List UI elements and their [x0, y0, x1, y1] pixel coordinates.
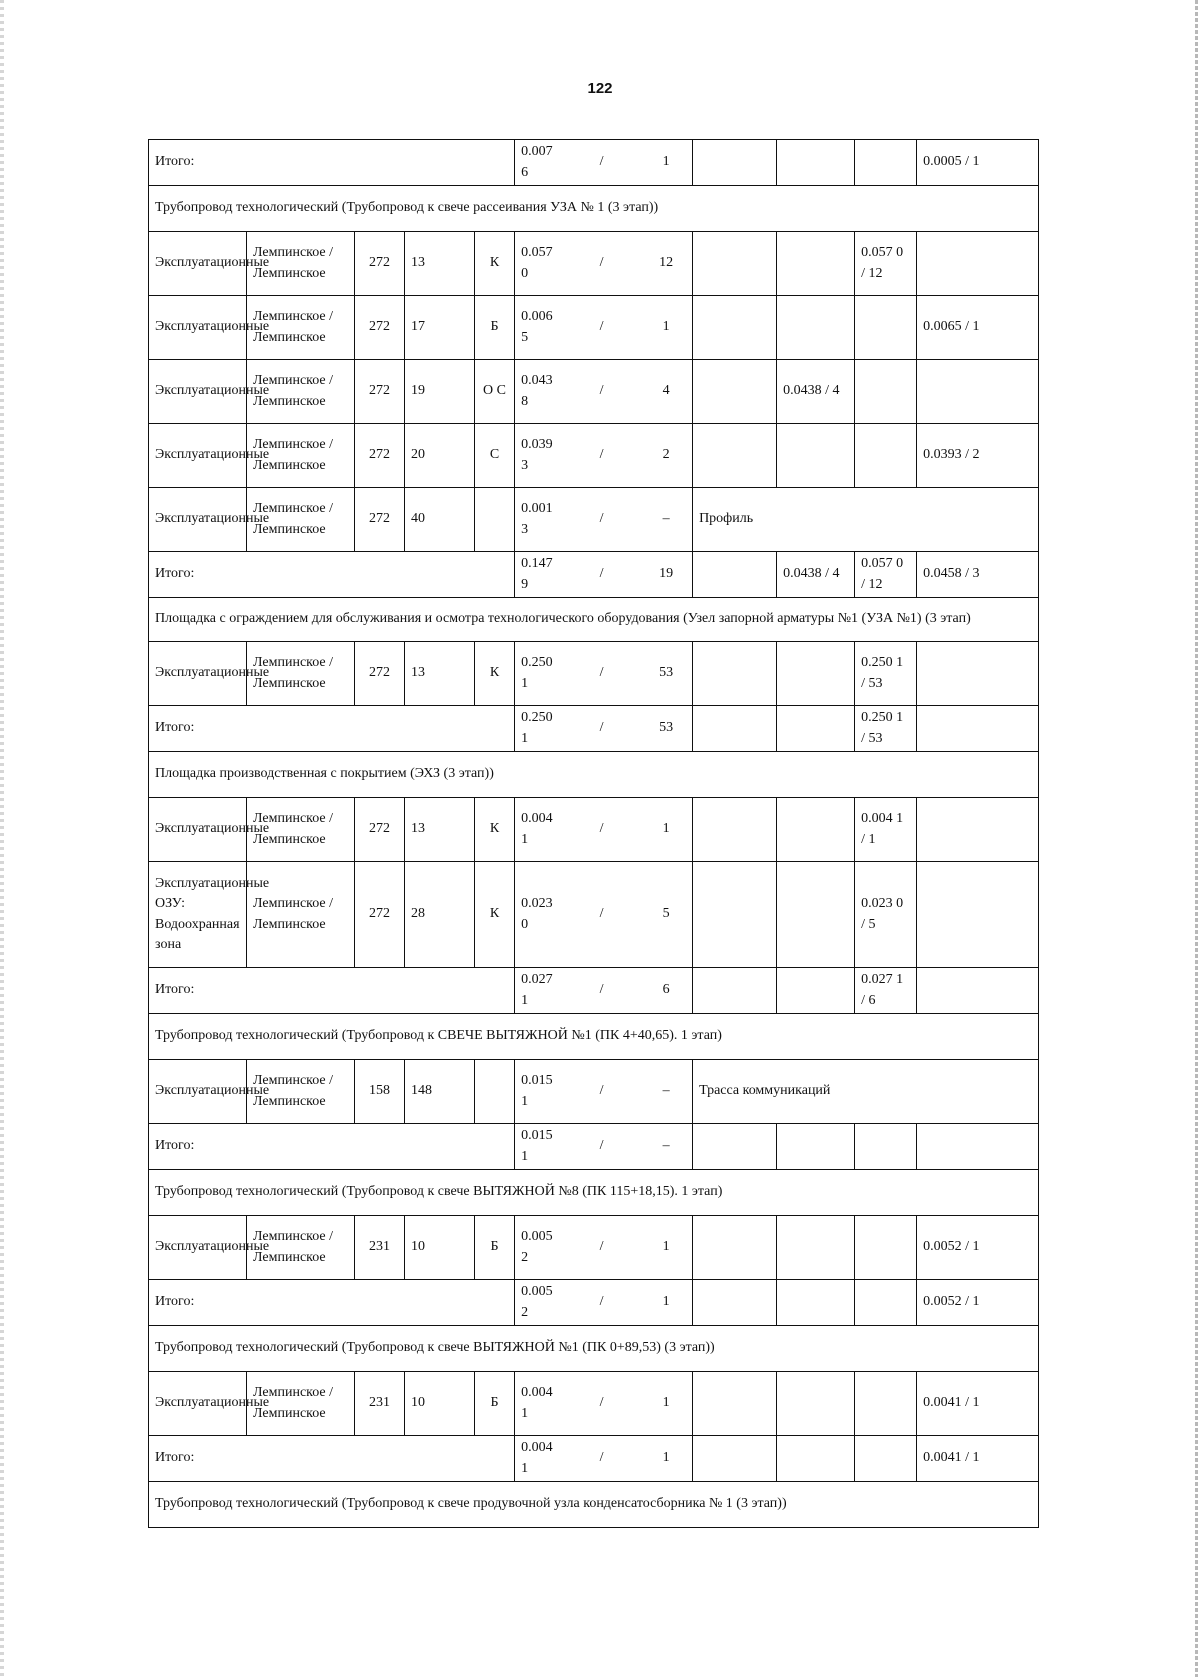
- area-count-cell: [515, 1216, 693, 1280]
- slash-separator: /: [599, 1083, 604, 1099]
- area-count: [521, 371, 686, 412]
- cell-col9: [855, 1124, 917, 1170]
- total-row: [149, 968, 1039, 1014]
- cell-col9: [855, 1436, 917, 1482]
- area-count: [521, 970, 686, 1011]
- plot-count: –: [662, 1083, 670, 1099]
- cell-col10: 0.0041 / 1: [917, 1372, 1039, 1436]
- area-value: [521, 1282, 557, 1323]
- area-value-part2: 0: [521, 916, 529, 932]
- page-number: 122: [587, 80, 613, 97]
- area-value-part1: 0.015: [521, 1128, 553, 1144]
- cell-col9: 0.004 1 / 1: [855, 798, 917, 862]
- area-count: [521, 809, 686, 850]
- total-label: Итого:: [149, 706, 515, 752]
- location-cell: Лемпинское / Лемпинское: [247, 296, 355, 360]
- plot-count: 5: [662, 906, 670, 922]
- cell-col7: [693, 642, 777, 706]
- quarter-cell: 272: [355, 488, 405, 552]
- cell-col9: 0.057 0 / 12: [855, 552, 917, 598]
- area-value-part1: 0.057: [521, 245, 553, 261]
- area-count-cell: [515, 642, 693, 706]
- slash-separator: /: [599, 1239, 604, 1255]
- area-count-cell: [515, 1372, 693, 1436]
- category-cell: Эксплуатационные: [149, 1372, 247, 1436]
- data-row: [149, 296, 1039, 360]
- slash-separator: /: [599, 566, 604, 582]
- cell-col8: [777, 1436, 855, 1482]
- cell-col7: [693, 1436, 777, 1482]
- cell-col8: [777, 1280, 855, 1326]
- area-value-part2: 0: [521, 265, 529, 281]
- cell-col8: [777, 424, 855, 488]
- area-value-part2: 6: [521, 164, 529, 180]
- section-header-row: [149, 598, 1039, 642]
- data-row: [149, 1372, 1039, 1436]
- data-row: [149, 862, 1039, 968]
- area-count-cell: [515, 140, 693, 186]
- area-count-cell: [515, 296, 693, 360]
- cell-col9: 0.057 0 / 12: [855, 232, 917, 296]
- cell-col10: [917, 706, 1039, 752]
- plot-cell: 20: [405, 424, 475, 488]
- area-value: [521, 809, 557, 850]
- area-value-part2: 1: [521, 831, 529, 847]
- total-label: Итого:: [149, 1124, 515, 1170]
- category-cell: Эксплуатационные: [149, 1060, 247, 1124]
- plot-count: 1: [662, 154, 670, 170]
- cell-col8: [777, 706, 855, 752]
- area-value: [521, 970, 557, 1011]
- data-row: [149, 1216, 1039, 1280]
- plot-cell: 10: [405, 1372, 475, 1436]
- cell-col10: [917, 642, 1039, 706]
- cell-col7: [693, 1372, 777, 1436]
- area-count: [521, 1071, 686, 1112]
- note-cell: Трасса коммуникаций: [693, 1060, 1039, 1124]
- location-cell: Лемпинское / Лемпинское: [247, 360, 355, 424]
- data-row: [149, 360, 1039, 424]
- area-value-part2: 1: [521, 1093, 529, 1109]
- slash-separator: /: [599, 447, 604, 463]
- cell-col9: 0.027 1 / 6: [855, 968, 917, 1014]
- plot-count: 1: [662, 821, 670, 837]
- quarter-cell: 272: [355, 798, 405, 862]
- cell-col8: [777, 140, 855, 186]
- location-cell: Лемпинское / Лемпинское: [247, 1216, 355, 1280]
- cell-col8: [777, 1124, 855, 1170]
- cell-col10: 0.0393 / 2: [917, 424, 1039, 488]
- area-value-part1: 0.004: [521, 1385, 553, 1401]
- location-cell: Лемпинское / Лемпинское: [247, 862, 355, 968]
- location-cell: Лемпинское / Лемпинское: [247, 798, 355, 862]
- cell-col10: 0.0065 / 1: [917, 296, 1039, 360]
- plot-count: 1: [662, 319, 670, 335]
- section-title: Площадка с ограждением для обслуживания и осмотра технологического оборудования (Узел запорной арматуры №1 (УЗА №1) (3 этап): [149, 598, 1039, 642]
- area-value: [521, 371, 557, 412]
- slash-separator: /: [599, 906, 604, 922]
- data-row: [149, 424, 1039, 488]
- area-value-part1: 0.001: [521, 501, 553, 517]
- category-cell: Эксплуатационные: [149, 296, 247, 360]
- land-code-cell: О С: [475, 360, 515, 424]
- cell-col10: [917, 232, 1039, 296]
- area-value-part1: 0.039: [521, 437, 553, 453]
- quarter-cell: 272: [355, 296, 405, 360]
- area-value-part2: 1: [521, 1148, 529, 1164]
- data-row: [149, 232, 1039, 296]
- plot-cell: 40: [405, 488, 475, 552]
- land-code-cell: [475, 1060, 515, 1124]
- plot-count: 53: [659, 720, 674, 736]
- location-cell: Лемпинское / Лемпинское: [247, 1372, 355, 1436]
- cell-col9: 0.250 1 / 53: [855, 706, 917, 752]
- area-count-cell: [515, 232, 693, 296]
- quarter-cell: 272: [355, 232, 405, 296]
- location-cell: Лемпинское / Лемпинское: [247, 232, 355, 296]
- plot-count: 1: [662, 1294, 670, 1310]
- area-value: [521, 1438, 557, 1479]
- slash-separator: /: [599, 821, 604, 837]
- total-row: [149, 552, 1039, 598]
- cell-col8: [777, 642, 855, 706]
- total-row: [149, 140, 1039, 186]
- section-title: Трубопровод технологический (Трубопровод к свече ВЫТЯЖНОЙ №8 (ПК 115+18,15). 1 этап): [149, 1170, 1039, 1216]
- area-value-part1: 0.250: [521, 710, 553, 726]
- cell-col7: [693, 1216, 777, 1280]
- area-value-part2: 1: [521, 1460, 529, 1476]
- cell-col10: 0.0041 / 1: [917, 1436, 1039, 1482]
- cell-col7: [693, 968, 777, 1014]
- land-code-cell: К: [475, 642, 515, 706]
- plot-count: 19: [659, 566, 674, 582]
- slash-separator: /: [599, 511, 604, 527]
- cell-col10: 0.0005 / 1: [917, 140, 1039, 186]
- cell-col9: [855, 296, 917, 360]
- area-count-cell: [515, 968, 693, 1014]
- area-value-part1: 0.027: [521, 972, 553, 988]
- plot-count: –: [662, 1138, 670, 1154]
- cell-col7: [693, 296, 777, 360]
- area-value-part1: 0.005: [521, 1229, 553, 1245]
- area-value-part2: 1: [521, 992, 529, 1008]
- area-count: [521, 142, 686, 183]
- data-row: [149, 798, 1039, 862]
- cell-col8: [777, 968, 855, 1014]
- location-cell: Лемпинское / Лемпинское: [247, 488, 355, 552]
- land-code-cell: К: [475, 862, 515, 968]
- area-count-cell: [515, 488, 693, 552]
- section-title: Трубопровод технологический (Трубопровод к свече ВЫТЯЖНОЙ №1 (ПК 0+89,53) (3 этап)): [149, 1326, 1039, 1372]
- area-value: [521, 1383, 557, 1424]
- plot-cell: 28: [405, 862, 475, 968]
- area-count: [521, 1227, 686, 1268]
- area-value-part1: 0.250: [521, 655, 553, 671]
- scan-edge-right: [1195, 0, 1198, 1677]
- area-value: [521, 1126, 557, 1167]
- plot-cell: 19: [405, 360, 475, 424]
- cell-col10: [917, 968, 1039, 1014]
- plot-count: 1: [662, 1239, 670, 1255]
- cell-col7: [693, 1280, 777, 1326]
- quarter-cell: 158: [355, 1060, 405, 1124]
- area-value-part1: 0.004: [521, 1440, 553, 1456]
- category-cell: Эксплуатационные: [149, 232, 247, 296]
- area-count: [521, 499, 686, 540]
- plot-cell: 10: [405, 1216, 475, 1280]
- quarter-cell: 272: [355, 360, 405, 424]
- area-value-part2: 3: [521, 521, 529, 537]
- area-count: [521, 653, 686, 694]
- area-value-part2: 1: [521, 730, 529, 746]
- cell-col9: 0.023 0 / 5: [855, 862, 917, 968]
- cell-col10: [917, 862, 1039, 968]
- section-title: Площадка производственная с покрытием (ЭХЗ (3 этап)): [149, 752, 1039, 798]
- land-code-cell: [475, 488, 515, 552]
- total-label: Итого:: [149, 140, 515, 186]
- area-count: [521, 1126, 686, 1167]
- plot-count: –: [662, 511, 670, 527]
- area-value: [521, 243, 557, 284]
- area-value-part1: 0.004: [521, 811, 553, 827]
- plot-cell: 17: [405, 296, 475, 360]
- area-count: [521, 1282, 686, 1323]
- total-label: Итого:: [149, 1436, 515, 1482]
- cell-col8: [777, 798, 855, 862]
- category-cell: Эксплуатационные: [149, 360, 247, 424]
- area-count: [521, 1383, 686, 1424]
- area-value: [521, 499, 557, 540]
- cell-col10: [917, 798, 1039, 862]
- plot-cell: 13: [405, 798, 475, 862]
- area-value-part2: 2: [521, 1249, 529, 1265]
- area-count: [521, 435, 686, 476]
- category-cell: Эксплуатационные: [149, 798, 247, 862]
- total-label: Итого:: [149, 968, 515, 1014]
- cell-col7: [693, 862, 777, 968]
- cell-col10: [917, 360, 1039, 424]
- land-code-cell: К: [475, 798, 515, 862]
- area-value: [521, 653, 557, 694]
- location-cell: Лемпинское / Лемпинское: [247, 424, 355, 488]
- section-header-row: [149, 186, 1039, 232]
- area-value-part1: 0.147: [521, 556, 553, 572]
- plot-count: 4: [662, 383, 670, 399]
- cell-col8: [777, 1216, 855, 1280]
- cell-col10: 0.0052 / 1: [917, 1280, 1039, 1326]
- plot-count: 12: [659, 255, 674, 271]
- cell-col8: [777, 862, 855, 968]
- location-cell: Лемпинское / Лемпинское: [247, 1060, 355, 1124]
- cell-col10: 0.0458 / 3: [917, 552, 1039, 598]
- cell-col10: 0.0052 / 1: [917, 1216, 1039, 1280]
- cell-col9: [855, 140, 917, 186]
- area-value-part1: 0.015: [521, 1073, 553, 1089]
- note-cell: Профиль: [693, 488, 1039, 552]
- cell-col7: [693, 706, 777, 752]
- area-value: [521, 708, 557, 749]
- category-cell: Эксплуатационные ОЗУ: Водоохранная зона: [149, 862, 247, 968]
- area-count-cell: [515, 360, 693, 424]
- plot-cell: 148: [405, 1060, 475, 1124]
- section-header-row: [149, 1326, 1039, 1372]
- land-code-cell: Б: [475, 1216, 515, 1280]
- category-cell: Эксплуатационные: [149, 642, 247, 706]
- cell-col7: [693, 140, 777, 186]
- total-row: [149, 1436, 1039, 1482]
- category-cell: Эксплуатационные: [149, 1216, 247, 1280]
- area-count-cell: [515, 552, 693, 598]
- area-value-part2: 9: [521, 576, 529, 592]
- cell-col9: 0.250 1 / 53: [855, 642, 917, 706]
- area-count-cell: [515, 424, 693, 488]
- area-value: [521, 435, 557, 476]
- area-count: [521, 708, 686, 749]
- area-value-part2: 5: [521, 329, 529, 345]
- cell-col7: [693, 1124, 777, 1170]
- plot-cell: 13: [405, 642, 475, 706]
- data-row: [149, 642, 1039, 706]
- land-code-cell: Б: [475, 1372, 515, 1436]
- plot-count: 1: [662, 1395, 670, 1411]
- cell-col9: [855, 1216, 917, 1280]
- land-code-cell: К: [475, 232, 515, 296]
- cell-col7: [693, 232, 777, 296]
- quarter-cell: 272: [355, 862, 405, 968]
- area-value-part1: 0.005: [521, 1284, 553, 1300]
- area-value-part1: 0.023: [521, 896, 553, 912]
- cell-col7: [693, 360, 777, 424]
- area-count-cell: [515, 798, 693, 862]
- data-row: [149, 488, 1039, 552]
- area-value: [521, 1227, 557, 1268]
- data-row: [149, 1060, 1039, 1124]
- total-label: Итого:: [149, 1280, 515, 1326]
- area-value-part1: 0.007: [521, 144, 553, 160]
- area-count: [521, 894, 686, 935]
- area-count-cell: [515, 862, 693, 968]
- quarter-cell: 272: [355, 642, 405, 706]
- area-value-part1: 0.043: [521, 373, 553, 389]
- section-title: Трубопровод технологический (Трубопровод к СВЕЧЕ ВЫТЯЖНОЙ №1 (ПК 4+40,65). 1 этап): [149, 1014, 1039, 1060]
- cell-col10: [917, 1124, 1039, 1170]
- cell-col7: [693, 424, 777, 488]
- quarter-cell: 231: [355, 1372, 405, 1436]
- area-value: [521, 554, 557, 595]
- category-cell: Эксплуатационные: [149, 424, 247, 488]
- total-row: [149, 1280, 1039, 1326]
- cell-col7: [693, 552, 777, 598]
- cell-col8: [777, 232, 855, 296]
- area-count: [521, 307, 686, 348]
- area-count-cell: [515, 706, 693, 752]
- area-value-part2: 3: [521, 457, 529, 473]
- area-value-part2: 1: [521, 1405, 529, 1421]
- cell-col8: 0.0438 / 4: [777, 360, 855, 424]
- slash-separator: /: [599, 720, 604, 736]
- slash-separator: /: [599, 319, 604, 335]
- area-count-cell: [515, 1436, 693, 1482]
- cell-col7: [693, 798, 777, 862]
- quarter-cell: 231: [355, 1216, 405, 1280]
- plot-count: 6: [662, 982, 670, 998]
- area-count-cell: [515, 1280, 693, 1326]
- area-value-part2: 8: [521, 393, 529, 409]
- land-plot-table: [148, 139, 1039, 1528]
- slash-separator: /: [599, 1395, 604, 1411]
- cell-col8: [777, 1372, 855, 1436]
- section-header-row: [149, 752, 1039, 798]
- area-value-part1: 0.006: [521, 309, 553, 325]
- cell-col8: 0.0438 / 4: [777, 552, 855, 598]
- section-header-row: [149, 1482, 1039, 1528]
- land-code-cell: Б: [475, 296, 515, 360]
- slash-separator: /: [599, 1138, 604, 1154]
- total-label: Итого:: [149, 552, 515, 598]
- slash-separator: /: [599, 154, 604, 170]
- area-value: [521, 307, 557, 348]
- slash-separator: /: [599, 383, 604, 399]
- section-header-row: [149, 1170, 1039, 1216]
- area-value: [521, 142, 557, 183]
- land-code-cell: С: [475, 424, 515, 488]
- scan-edge-left: [0, 0, 4, 1677]
- area-count: [521, 554, 686, 595]
- quarter-cell: 272: [355, 424, 405, 488]
- cell-col9: [855, 360, 917, 424]
- slash-separator: /: [599, 665, 604, 681]
- cell-col9: [855, 424, 917, 488]
- section-title: Трубопровод технологический (Трубопровод к свече продувочной узла конденсатосборника № 1 (3 этап)): [149, 1482, 1039, 1528]
- plot-count: 1: [662, 1450, 670, 1466]
- cell-col8: [777, 296, 855, 360]
- slash-separator: /: [599, 982, 604, 998]
- category-cell: Эксплуатационные: [149, 488, 247, 552]
- total-row: [149, 706, 1039, 752]
- area-value-part2: 2: [521, 1304, 529, 1320]
- slash-separator: /: [599, 1294, 604, 1310]
- slash-separator: /: [599, 1450, 604, 1466]
- area-value: [521, 1071, 557, 1112]
- plot-count: 2: [662, 447, 670, 463]
- cell-col9: [855, 1372, 917, 1436]
- section-title: Трубопровод технологический (Трубопровод к свече рассеивания УЗА № 1 (3 этап)): [149, 186, 1039, 232]
- plot-cell: 13: [405, 232, 475, 296]
- area-count-cell: [515, 1060, 693, 1124]
- area-count: [521, 243, 686, 284]
- section-header-row: [149, 1014, 1039, 1060]
- location-cell: Лемпинское / Лемпинское: [247, 642, 355, 706]
- plot-count: 53: [659, 665, 674, 681]
- area-count: [521, 1438, 686, 1479]
- area-value: [521, 894, 557, 935]
- cell-col9: [855, 1280, 917, 1326]
- area-count-cell: [515, 1124, 693, 1170]
- area-value-part2: 1: [521, 675, 529, 691]
- total-row: [149, 1124, 1039, 1170]
- slash-separator: /: [599, 255, 604, 271]
